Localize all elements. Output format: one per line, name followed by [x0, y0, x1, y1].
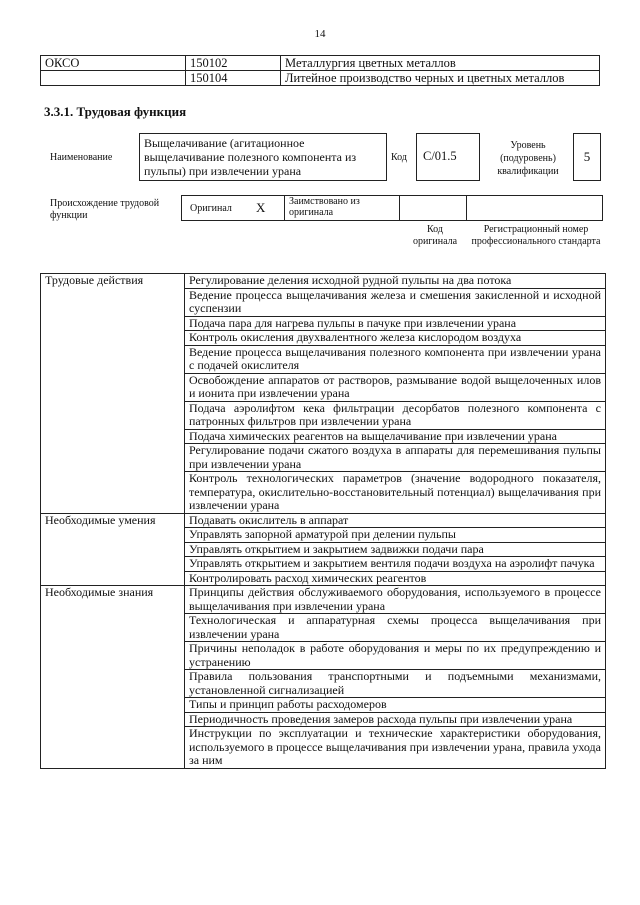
table-row	[41, 586, 606, 614]
name-label: Наименование	[50, 152, 113, 163]
list-item: Подача аэролифтом кека фильтрации десорбатов полезного компонента с патронных фильтров при извлечении урана	[185, 401, 606, 429]
category-cell	[41, 727, 185, 769]
page-number: 14	[314, 28, 326, 40]
category-cell	[41, 288, 185, 316]
category-cell	[41, 316, 185, 331]
okso-code: 150104	[186, 71, 281, 86]
table-row	[41, 642, 606, 670]
level-label: Уровень (подуровень) квалификации	[497, 140, 559, 177]
list-item: Причины неполадок в работе оборудования и меры по их предупреждению и устранению	[185, 642, 606, 670]
table-row	[41, 528, 606, 543]
table-row	[41, 542, 606, 557]
okso-code: 150102	[186, 56, 281, 71]
list-item: Управлять запорной арматурой при делении пульпы	[185, 528, 606, 543]
category-cell	[41, 670, 185, 698]
category-label: Трудовые действия	[41, 274, 185, 289]
table-row	[41, 727, 606, 769]
list-item: Регулирование подачи сжатого воздуха в аппараты для перемешивания пульпы при извлечении урана	[185, 444, 606, 472]
list-item: Правила пользования транспортными и подъемными механизмами, установленной сигнализацией	[185, 670, 606, 698]
function-details-table	[40, 273, 606, 769]
category-cell	[41, 401, 185, 429]
okso-label: ОКСО	[41, 56, 186, 71]
table-row	[41, 316, 606, 331]
list-item: Подача пара для нагрева пульпы в пачуке при извлечении урана	[185, 316, 606, 331]
category-cell	[41, 542, 185, 557]
table-row	[41, 429, 606, 444]
category-cell	[41, 698, 185, 713]
level-value: 5	[573, 133, 601, 181]
reg-number-label: Регистрационный номер профессионального стандарта	[471, 224, 601, 247]
reg-number-cell	[466, 195, 603, 221]
okso-name: Металлургия цветных металлов	[281, 56, 600, 71]
category-cell	[41, 373, 185, 401]
okso-table	[40, 55, 600, 86]
section-title: 3.3.1. Трудовая функция	[44, 104, 187, 119]
table-row	[41, 345, 606, 373]
code-original-label: Код оригинала	[412, 224, 458, 247]
category-cell	[41, 712, 185, 727]
list-item: Контролировать расход химических реагентов	[185, 571, 606, 586]
category-label: Необходимые умения	[41, 513, 185, 528]
table-row	[41, 513, 606, 528]
table-row	[41, 331, 606, 346]
original-mark: X	[256, 200, 266, 215]
code-value: C/01.5	[416, 133, 480, 181]
list-item: Типы и принцип работы расходомеров	[185, 698, 606, 713]
category-cell	[41, 472, 185, 514]
origin-label: Происхождение трудовой функции	[50, 198, 160, 221]
category-cell	[41, 528, 185, 543]
list-item: Управлять открытием и закрытием задвижки подачи пара	[185, 542, 606, 557]
category-label: Необходимые знания	[41, 586, 185, 614]
category-cell	[41, 345, 185, 373]
table-row	[41, 472, 606, 514]
table-row	[41, 698, 606, 713]
category-cell	[41, 331, 185, 346]
original-label: Оригинал	[190, 203, 232, 214]
table-row	[41, 274, 606, 289]
list-item: Периодичность проведения замеров расхода пульпы при извлечении урана	[185, 712, 606, 727]
category-cell	[41, 642, 185, 670]
table-row	[41, 670, 606, 698]
code-label: Код	[391, 152, 407, 163]
borrowed-label: Заимствовано из оригинала	[289, 196, 360, 218]
list-item: Инструкции по эксплуатации и технические характеристики оборудования, используемого в процессе выщелачивания при извлечении урана, правила ухода за ним	[185, 727, 606, 769]
list-item: Освобождение аппаратов от растворов, размывание водой выщелоченных илов и ионита при извлечении урана	[185, 373, 606, 401]
category-cell	[41, 614, 185, 642]
okso-row	[41, 71, 600, 86]
table-row	[41, 373, 606, 401]
okso-row	[41, 56, 600, 71]
list-item: Управлять открытием и закрытием вентиля подачи воздуха на аэролифт пачука	[185, 557, 606, 572]
table-row	[41, 557, 606, 572]
category-cell	[41, 429, 185, 444]
code-original-cell	[399, 195, 467, 221]
list-item: Контроль окисления двухвалентного железа кислородом воздуха	[185, 331, 606, 346]
table-row	[41, 614, 606, 642]
category-cell	[41, 557, 185, 572]
table-row	[41, 288, 606, 316]
category-cell	[41, 571, 185, 586]
table-row	[41, 712, 606, 727]
list-item: Ведение процесса выщелачивания полезного компонента при извлечении урана с подачей окислителя	[185, 345, 606, 373]
list-item: Ведение процесса выщелачивания железа и смешения закисленной и исходной суспензии	[185, 288, 606, 316]
category-cell	[41, 444, 185, 472]
list-item: Подача химических реагентов на выщелачивание при извлечении урана	[185, 429, 606, 444]
function-name: Выщелачивание (агитационное выщелачивание полезного компонента из пульпы) при извлечении урана	[139, 133, 387, 181]
okso-label-empty	[41, 71, 186, 86]
list-item: Контроль технологических параметров (значение водородного показателя, температура, окислительно-восстановительный потенциал) выщелачивания при извлечении урана	[185, 472, 606, 514]
list-item: Подавать окислитель в аппарат	[185, 513, 606, 528]
table-row	[41, 571, 606, 586]
list-item: Технологическая и аппаратурная схемы процесса выщелачивания при извлечении урана	[185, 614, 606, 642]
okso-name: Литейное производство черных и цветных металлов	[281, 71, 600, 86]
table-row	[41, 401, 606, 429]
list-item: Принципы действия обслуживаемого оборудования, используемого в процессе выщелачивания при извлечении урана	[185, 586, 606, 614]
list-item: Регулирование деления исходной рудной пульпы на два потока	[185, 274, 606, 289]
table-row	[41, 444, 606, 472]
